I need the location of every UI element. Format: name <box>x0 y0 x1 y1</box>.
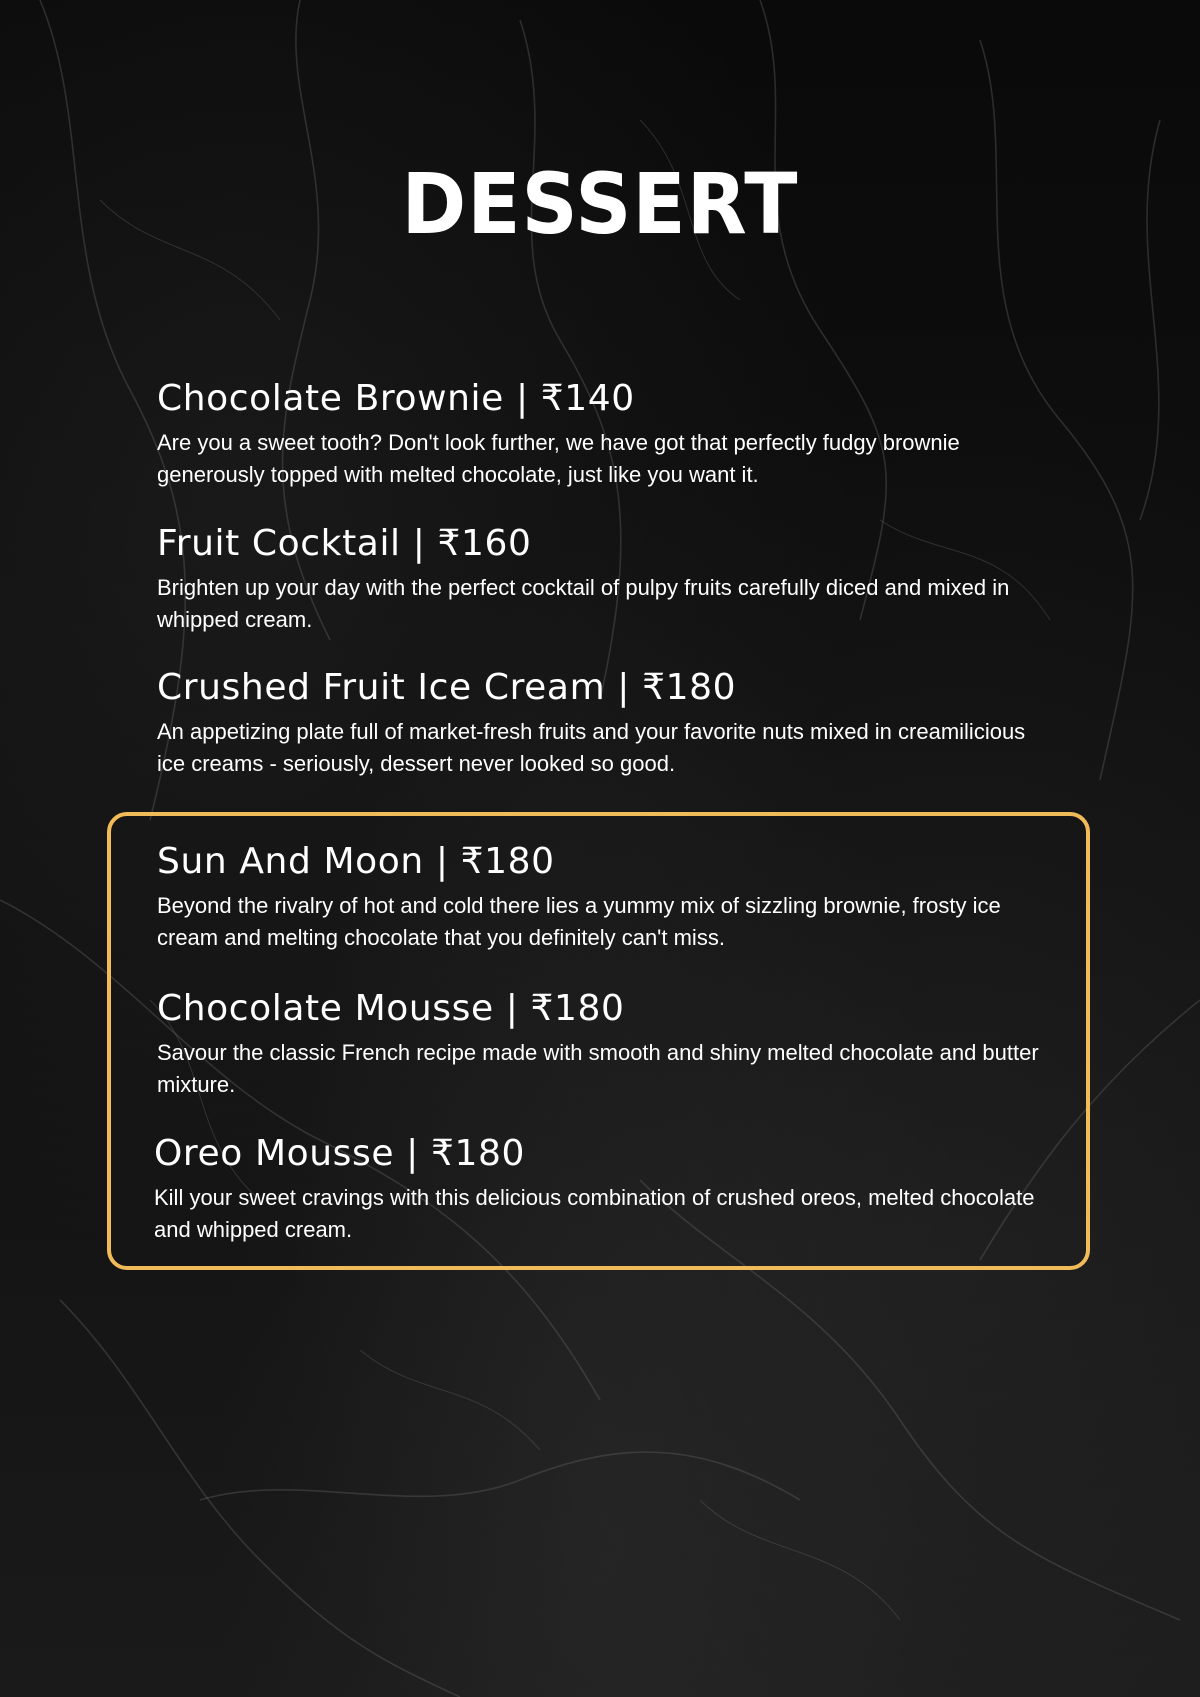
menu-item-chocolate-brownie <box>157 377 1057 491</box>
menu-item-chocolate-mousse <box>157 987 1057 1101</box>
menu-item-oreo-mousse <box>154 1132 1054 1246</box>
menu-item-description: Beyond the rivalry of hot and cold there lies a yummy mix of sizzling brownie, frosty ice cream and melting chocolate that you definitely can't miss. <box>157 893 1001 950</box>
menu-item-description: Kill your sweet cravings with this delicious combination of crushed oreos, melted chocolate and whipped cream. <box>154 1185 1035 1242</box>
menu-item-sun-and-moon <box>157 840 1057 954</box>
menu-item-description: An appetizing plate full of market-fresh fruits and your favorite nuts mixed in creamilicious ice creams - seriously, dessert never looked so good. <box>157 719 1026 776</box>
menu-item-name: Oreo Mousse | ₹180 <box>154 1133 525 1174</box>
menu-item-name: Sun And Moon | ₹180 <box>157 841 555 882</box>
menu-item-name: Crushed Fruit Ice Cream | ₹180 <box>157 667 737 708</box>
menu-title: DESSERT <box>401 156 799 254</box>
menu-item-description: Savour the classic French recipe made with smooth and shiny melted chocolate and butter mixture. <box>157 1040 1039 1097</box>
menu-item-description: Brighten up your day with the perfect cocktail of pulpy fruits carefully diced and mixed in whipped cream. <box>157 575 1010 632</box>
menu-item-fruit-cocktail <box>157 522 1057 636</box>
menu-item-name: Fruit Cocktail | ₹160 <box>157 523 532 564</box>
menu-item-description: Are you a sweet tooth? Don't look further, we have got that perfectly fudgy brownie generously topped with melted chocolate, just like you want it. <box>157 430 960 487</box>
menu-item-name: Chocolate Mousse | ₹180 <box>157 988 625 1029</box>
menu-item-crushed-fruit-ice-cream <box>157 666 1057 780</box>
menu-item-name: Chocolate Brownie | ₹140 <box>157 378 635 419</box>
